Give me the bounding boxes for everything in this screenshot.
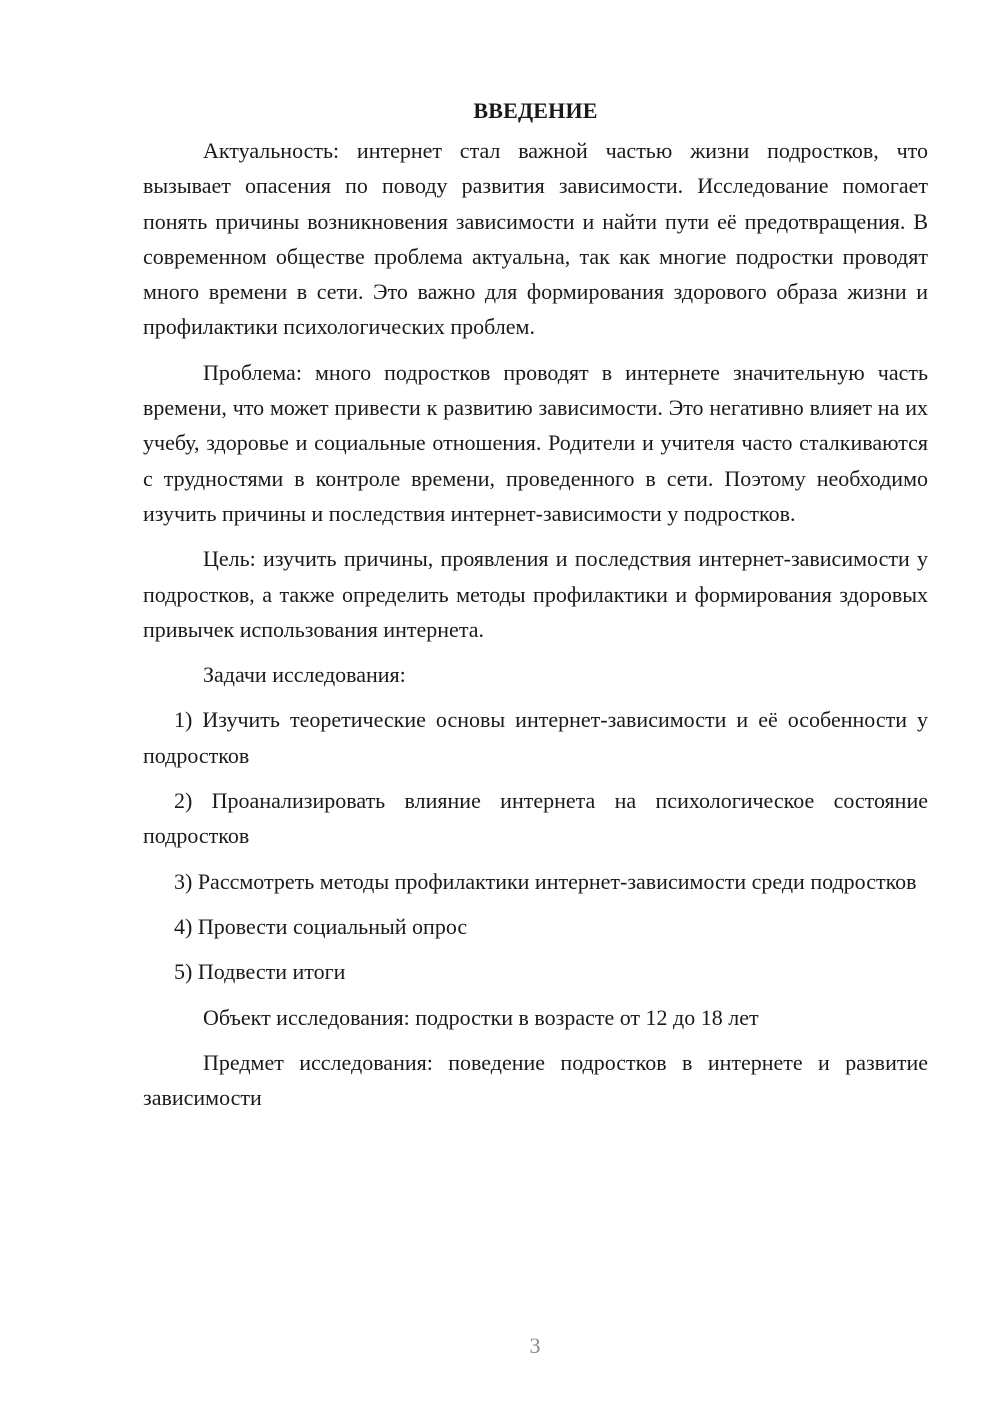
paragraph-problem: Проблема: много подростков проводят в интернете значительную часть времени, что может привести к развитию зависимости. Это негативно влияет на их учебу, здоровье и социальные отношения. Родители и учителя часто сталкиваются с трудностями в контроле времени, проведенного в сети. Поэтому необходимо изучить причины и последствия интернет-зависимости у подростков. [143,359,928,526]
task-item-4: 4) Провести социальный опрос [174,913,468,939]
paragraph-object: Объект исследования: подростки в возрасте от 12 до 18 лет [203,1004,759,1030]
task-item-3: 3) Рассмотреть методы профилактики интернет-зависимости среди подростков [174,868,917,894]
tasks-title: Задачи исследования: [203,662,406,688]
task-item-5: 5) Подвести итоги [174,959,346,985]
section-heading: ВВЕДЕНИЕ [473,98,598,123]
document-page [143,93,928,1115]
paragraph-subject: Предмет исследования: поведение подростков в интернете и развитие зависимости [143,1049,928,1111]
task-item-1: 1) Изучить теоретические основы интернет-зависимости и её особенности у подростков [143,707,928,768]
paragraph-relevance: Актуальность: интернет стал важной частью жизни подростков, что вызывает опасения по поводу развития зависимости. Исследование помогает понять причины возникновения зависимости и найти пути её предотвращения. В современном обществе проблема актуальна, так как многие подростки проводят много времени в сети. Это важно для формирования здорового образа жизни и профилактики психологических проблем. [143,138,928,340]
paragraph-goal: Цель: изучить причины, проявления и последствия интернет-зависимости у подростков, а также определить методы профилактики и формирования здоровых привычек использования интернета. [143,546,928,642]
page-number: 3 [529,1333,541,1358]
task-item-2: 2) Проанализировать влияние интернета на психологическое состояние подростков [143,788,928,849]
